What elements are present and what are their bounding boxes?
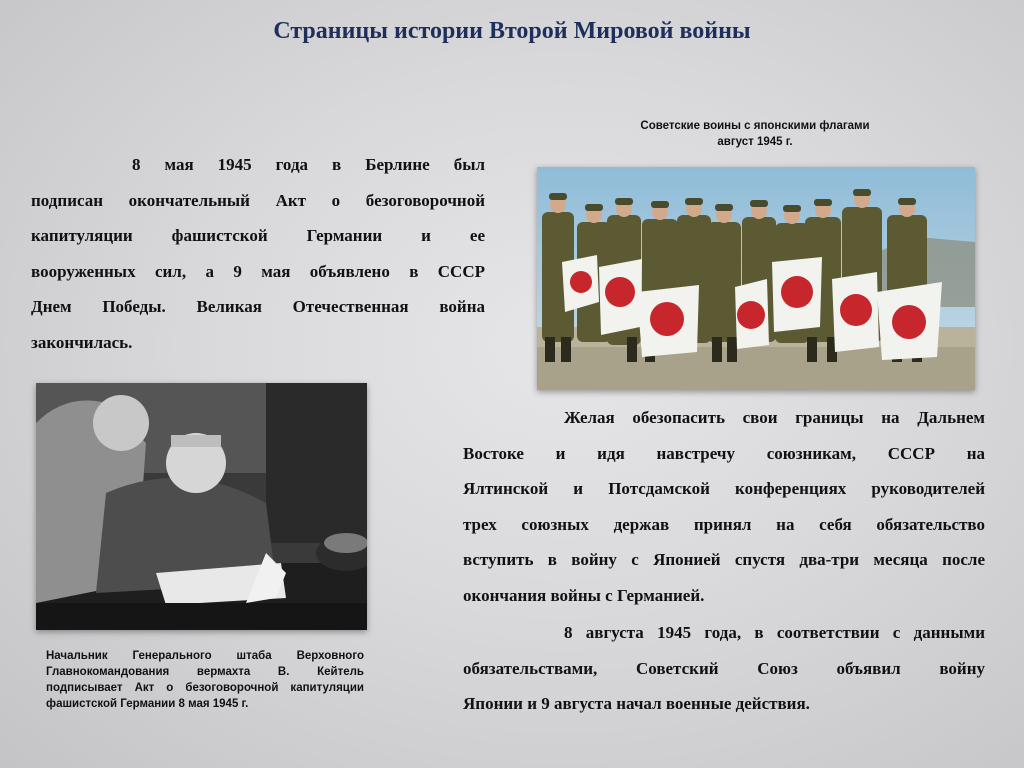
caption-line: Советские воины с японскими флагами [640, 120, 870, 132]
caption-line: подписывает Акт о безоговорочной капитуляции [46, 682, 364, 694]
paragraph-line: вооруженных сил, а 9 мая объявлено в СССР [31, 261, 485, 281]
slide-title: Страницы истории Второй Мировой войны [273, 18, 751, 44]
paragraph-line: вступить в войну с Японией спустя два-три месяца после [463, 550, 985, 570]
soldiers-photo-image [537, 167, 975, 390]
caption-line: Главнокомандования вермахта В. Кейтель [46, 666, 364, 678]
soldiers-photo [537, 167, 975, 390]
paragraph-line: Востоке и идя навстречу союзникам, СССР на [463, 443, 985, 463]
caption-line: август 1945 г. [717, 136, 793, 148]
soldiers-photo-caption [600, 118, 910, 150]
paragraph-line: подписан окончательный Акт о безоговорочной [31, 190, 485, 210]
paragraph-line: 8 августа 1945 года, в соответствии с данными [564, 623, 985, 642]
paragraph-line: капитуляции фашистской Германии и ее [31, 226, 485, 246]
paragraph-line: 8 мая 1945 года в Берлине был [132, 155, 485, 174]
caption-line: фашистской Германии 8 мая 1945 г. [46, 698, 249, 710]
victory-paragraph [31, 147, 485, 361]
paragraph-line: закончилась. [31, 332, 133, 352]
paragraph-line: Ялтинской и Потсдамской конференциях руководителей [463, 479, 985, 499]
caption-line: Начальник Генерального штаба Верховного [46, 650, 364, 662]
keitel-photo-caption [46, 648, 364, 712]
paragraph-line: Днем Победы. Великая Отечественная война [31, 297, 485, 317]
paragraph-line: трех союзных держав принял на себя обязательство [463, 514, 985, 534]
war-declaration-paragraph [463, 615, 985, 722]
paragraph-line: обязательствами, Советский Союз объявил войну [463, 658, 985, 678]
far-east-paragraph [463, 400, 985, 614]
paragraph-line: Желая обезопасить свои границы на Дальнем [564, 408, 985, 427]
keitel-signing-photo [36, 383, 367, 630]
paragraph-line: окончания войны с Германией. [463, 585, 705, 605]
keitel-photo-image [36, 383, 367, 630]
paragraph-line: Японии и 9 августа начал военные действия. [463, 694, 810, 714]
